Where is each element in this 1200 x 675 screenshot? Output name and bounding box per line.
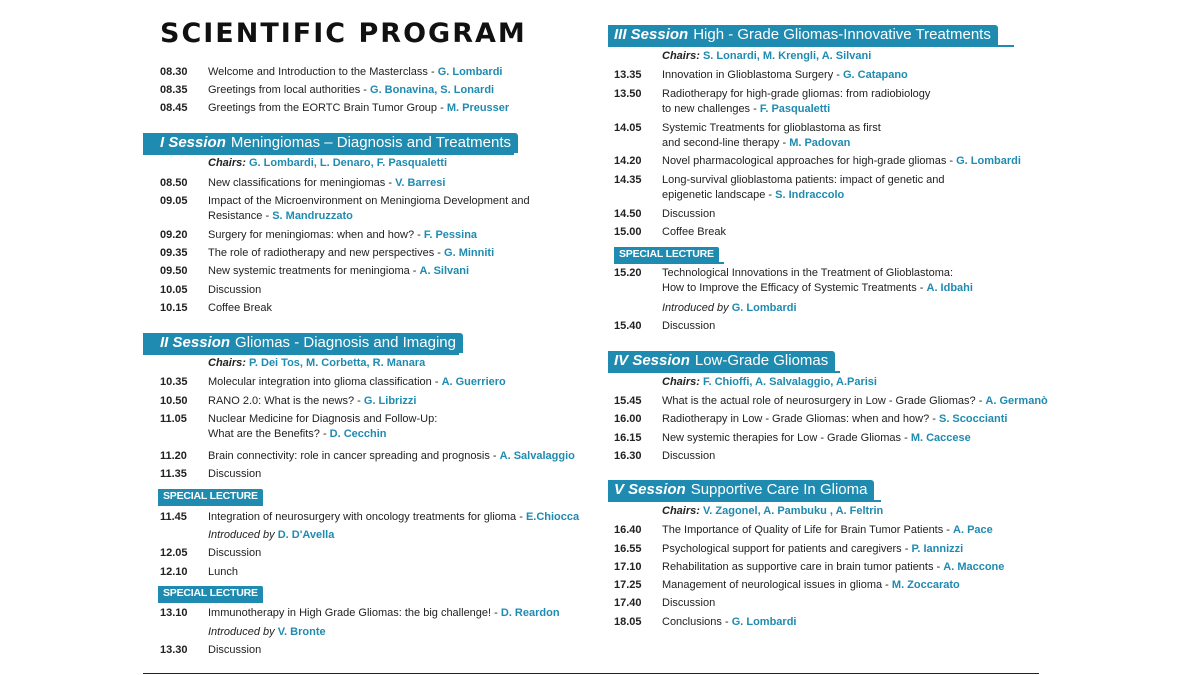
session-time: 08.30 — [160, 66, 188, 78]
talk-title — [662, 266, 1062, 295]
session-header-1 — [143, 133, 514, 155]
session-time: 15.40 — [614, 320, 642, 332]
session-chairs — [208, 157, 447, 169]
special-lecture-header-2 — [158, 586, 263, 603]
session-time: 11.05 — [160, 413, 187, 425]
session-number: III Session — [614, 26, 689, 43]
talk-title — [208, 412, 608, 441]
session-time: 14.35 — [614, 174, 642, 186]
talk-title — [662, 173, 1062, 202]
session-time: 10.15 — [160, 302, 188, 314]
session-time: 17.10 — [614, 561, 642, 573]
session-chairs — [662, 505, 883, 517]
speaker-name: M. Preusser — [446, 102, 510, 114]
session-time: 16.15 — [614, 432, 642, 444]
session-header-5 — [608, 480, 881, 502]
session-time: 14.50 — [614, 208, 642, 220]
talk-title — [208, 606, 608, 621]
talk-title — [662, 154, 1062, 169]
talk-text: The role of radiotherapy and new perspectives - — [208, 247, 445, 259]
talk-text-line1: Systemic Treatments for glioblastoma as first — [662, 122, 881, 134]
talk-text: Rehabilitation as supportive care in brain tumor patients - — [662, 561, 944, 573]
talk-title — [208, 83, 608, 98]
speaker-name: G. Catapano — [842, 69, 908, 81]
talk-title — [662, 542, 1062, 557]
talk-text-line1: Nuclear Medicine for Diagnosis and Follow-Up: — [208, 413, 438, 425]
session-chairs — [208, 357, 425, 369]
session-time: 11.20 — [160, 450, 187, 462]
talk-title: Discussion — [662, 208, 716, 220]
session-title-2 — [143, 333, 463, 353]
talk-text: Brain connectivity: role in cancer spreading and prognosis - — [208, 450, 500, 462]
talk-title — [208, 375, 608, 390]
session-time: 17.40 — [614, 597, 642, 609]
talk-title — [662, 560, 1062, 575]
speaker-name: G. Librizzi — [363, 395, 417, 407]
speaker-name: A. Pace — [953, 524, 993, 536]
talk-text: Molecular integration into glioma classification - — [208, 376, 442, 388]
session-time: 10.50 — [160, 395, 188, 407]
session-name: Low-Grade Gliomas — [694, 352, 829, 369]
talk-text: Greetings from the EORTC Brain Tumor Group - — [208, 102, 447, 114]
talk-title — [662, 431, 1062, 446]
session-time: 18.05 — [614, 616, 642, 628]
talk-text: Management of neurological issues in glioma - — [662, 579, 892, 591]
speaker-name: S. Scoccianti — [938, 413, 1008, 425]
talk-title: Discussion — [662, 320, 716, 332]
introduced-by — [208, 625, 608, 640]
talk-text: Immunotherapy in High Grade Gliomas: the big challenge! - — [208, 607, 501, 619]
session-time: 09.35 — [160, 247, 188, 259]
talk-text: epigenetic landscape - — [662, 188, 776, 201]
session-number: I Session — [160, 134, 226, 151]
talk-text: New classifications for meningiomas - — [208, 177, 396, 189]
session-time: 08.35 — [160, 84, 188, 96]
special-lecture-label: SPECIAL LECTURE — [158, 586, 263, 601]
talk-title — [662, 578, 1062, 593]
speaker-name: P. Iannizzi — [911, 543, 964, 555]
talk-text: Integration of neurosurgery with oncology treatments for glioma - — [208, 511, 526, 523]
session-time: 11.45 — [160, 511, 187, 523]
chairs-label: Chairs: — [208, 157, 246, 169]
talk-title — [208, 246, 608, 261]
speaker-name: A. Idbahi — [926, 281, 973, 294]
talk-title — [662, 394, 1062, 409]
talk-title: Coffee Break — [662, 226, 727, 238]
special-lecture-header-1 — [158, 489, 263, 506]
session-time: 09.05 — [160, 195, 188, 207]
speaker-name: G. Bonavina, S. Lonardi — [370, 84, 495, 96]
speaker-name: V. Bronte — [277, 626, 326, 638]
talk-text: Radiotherapy in Low - Grade Gliomas: when and how? - — [662, 413, 939, 425]
talk-text-line1: Technological Innovations in the Treatment of Glioblastoma: — [662, 267, 954, 279]
page-title: SCIENTIFIC PROGRAM — [160, 18, 527, 49]
session-time: 15.20 — [614, 267, 642, 279]
talk-text: Novel pharmacological approaches for high-grade gliomas - — [662, 155, 957, 167]
talk-title — [662, 615, 1062, 630]
introduced-by — [208, 528, 608, 543]
speaker-name: S. Indraccolo — [775, 188, 845, 201]
session-header-3 — [608, 25, 1014, 47]
talk-text-line1: Long-survival glioblastoma patients: impact of genetic and — [662, 174, 945, 186]
session-time: 17.25 — [614, 579, 642, 591]
speaker-name: G. Minniti — [444, 247, 495, 259]
session-time: 14.20 — [614, 155, 642, 167]
speaker-name: V. Barresi — [395, 177, 446, 189]
talk-title — [208, 194, 608, 223]
talk-title: Discussion — [208, 468, 262, 480]
talk-text: to new challenges - — [662, 102, 760, 115]
session-name: Meningiomas – Diagnosis and Treatments — [230, 134, 512, 151]
session-time: 15.45 — [614, 395, 642, 407]
introduced-by — [662, 301, 1062, 316]
session-title-1 — [143, 133, 518, 153]
session-time: 15.00 — [614, 226, 642, 238]
talk-title — [208, 228, 608, 243]
session-time: 13.30 — [160, 644, 188, 656]
talk-title — [662, 523, 1062, 538]
talk-text: Innovation in Glioblastoma Surgery - — [662, 69, 843, 81]
speaker-name: M. Caccese — [910, 432, 971, 444]
talk-title — [662, 412, 1062, 427]
right-column — [614, 0, 1054, 675]
session-time: 11.35 — [160, 468, 187, 480]
session-title-5 — [608, 480, 874, 500]
speaker-name: F. Pasqualetti — [759, 102, 831, 115]
talk-title — [208, 65, 608, 80]
introduced-label: Introduced by — [208, 626, 275, 638]
speaker-name: G. Lombardi — [731, 302, 797, 314]
chairs-names: V. Zagonel, A. Pambuku , A. Feltrin — [702, 505, 884, 517]
chairs-label: Chairs: — [208, 357, 246, 369]
speaker-name: G. Lombardi — [437, 66, 503, 78]
session-time: 09.50 — [160, 265, 188, 277]
bottom-divider — [143, 673, 1039, 674]
talk-title — [208, 264, 608, 279]
talk-title: Coffee Break — [208, 302, 273, 314]
speaker-name: F. Pessina — [423, 229, 478, 241]
chairs-names: P. Dei Tos, M. Corbetta, R. Manara — [248, 357, 426, 369]
talk-title: Discussion — [662, 597, 716, 609]
speaker-name: G. Lombardi — [956, 155, 1021, 167]
session-time: 16.40 — [614, 524, 642, 536]
speaker-name: D. D'Avella — [277, 529, 335, 541]
talk-text: Conclusions - — [662, 616, 732, 628]
talk-text: What are the Benefits? - — [208, 427, 330, 440]
session-name: High - Grade Gliomas-Innovative Treatments — [693, 26, 991, 43]
chairs-label: Chairs: — [662, 50, 700, 62]
session-time: 12.10 — [160, 566, 188, 578]
talk-title: Lunch — [208, 566, 238, 578]
speaker-name: M. Padovan — [789, 136, 851, 149]
speaker-name: A. Salvalaggio — [499, 450, 575, 462]
session-number: II Session — [160, 334, 231, 351]
session-chairs — [662, 50, 871, 62]
speaker-name: A. Guerriero — [441, 376, 506, 388]
talk-text: and second-line therapy - — [662, 136, 790, 149]
session-time: 10.05 — [160, 284, 188, 296]
talk-text: Surgery for meningiomas: when and how? - — [208, 229, 424, 241]
session-number: IV Session — [614, 352, 690, 369]
session-time: 16.00 — [614, 413, 642, 425]
session-title-3 — [608, 25, 998, 45]
session-time: 13.10 — [160, 607, 188, 619]
talk-title — [208, 176, 608, 191]
session-time: 13.50 — [614, 88, 642, 100]
session-header-2 — [143, 333, 459, 355]
speaker-name: A. Germanò — [985, 395, 1048, 407]
chairs-names: S. Lonardi, M. Krengli, A. Silvani — [702, 50, 872, 62]
talk-text: New systemic therapies for Low - Grade Gliomas - — [662, 432, 911, 444]
talk-text-line1: Radiotherapy for high-grade gliomas: from radiobiology — [662, 88, 931, 100]
session-name: Supportive Care In Glioma — [690, 481, 868, 498]
talk-title — [208, 449, 608, 464]
session-name: Gliomas - Diagnosis and Imaging — [235, 334, 456, 351]
session-time: 09.20 — [160, 229, 188, 241]
session-time: 08.50 — [160, 177, 188, 189]
session-time: 14.05 — [614, 122, 642, 134]
speaker-name: E.Chiocca — [525, 511, 580, 523]
session-time: 10.35 — [160, 376, 188, 388]
talk-title — [208, 101, 608, 116]
speaker-name: D. Cecchin — [329, 427, 387, 440]
talk-text: Greetings from local authorities - — [208, 84, 371, 96]
chairs-names: F. Chioffi, A. Salvalaggio, A.Parisi — [702, 376, 877, 388]
session-title-4 — [608, 351, 835, 371]
talk-title — [662, 121, 1062, 150]
session-chairs — [662, 376, 877, 388]
session-number: V Session — [614, 481, 686, 498]
talk-text: RANO 2.0: What is the news? - — [208, 395, 364, 407]
talk-title — [208, 394, 608, 409]
chairs-label: Chairs: — [662, 505, 700, 517]
chairs-label: Chairs: — [662, 376, 700, 388]
session-time: 16.30 — [614, 450, 642, 462]
speaker-name: G. Lombardi — [731, 616, 797, 628]
introduced-label: Introduced by — [662, 302, 729, 314]
speaker-name: A. Maccone — [943, 561, 1005, 573]
talk-title — [662, 68, 1062, 83]
talk-text: Resistance - — [208, 209, 273, 222]
talk-title: Discussion — [208, 284, 262, 296]
session-time: 08.45 — [160, 102, 188, 114]
left-column — [160, 0, 600, 675]
talk-text: How to Improve the Efficacy of Systemic Treatments - — [662, 281, 927, 294]
speaker-name: S. Mandruzzato — [272, 209, 353, 222]
talk-text: What is the actual role of neurosurgery in Low - Grade Gliomas? - — [662, 395, 986, 407]
talk-title — [662, 87, 1062, 116]
talk-title: Discussion — [208, 644, 262, 656]
special-lecture-header-3 — [614, 247, 724, 264]
special-lecture-label: SPECIAL LECTURE — [158, 489, 263, 504]
session-time: 13.35 — [614, 69, 642, 81]
talk-text: Welcome and Introduction to the Masterclass - — [208, 66, 438, 78]
special-lecture-label: SPECIAL LECTURE — [614, 247, 719, 262]
session-time: 12.05 — [160, 547, 188, 559]
speaker-name: M. Zoccarato — [891, 579, 960, 591]
speaker-name: A. Silvani — [419, 265, 470, 277]
talk-text: Psychological support for patients and caregivers - — [662, 543, 912, 555]
talk-text: New systemic treatments for meningioma - — [208, 265, 420, 277]
session-time: 16.55 — [614, 543, 642, 555]
talk-title — [208, 510, 608, 525]
speaker-name: D. Reardon — [500, 607, 560, 619]
talk-title: Discussion — [208, 547, 262, 559]
talk-title: Discussion — [662, 450, 716, 462]
talk-text-line1: Impact of the Microenvironment on Meningioma Development and — [208, 195, 530, 207]
introduced-label: Introduced by — [208, 529, 275, 541]
chairs-names: G. Lombardi, L. Denaro, F. Pasqualetti — [248, 157, 448, 169]
talk-text: The Importance of Quality of Life for Brain Tumor Patients - — [662, 524, 954, 536]
session-header-4 — [608, 351, 840, 373]
